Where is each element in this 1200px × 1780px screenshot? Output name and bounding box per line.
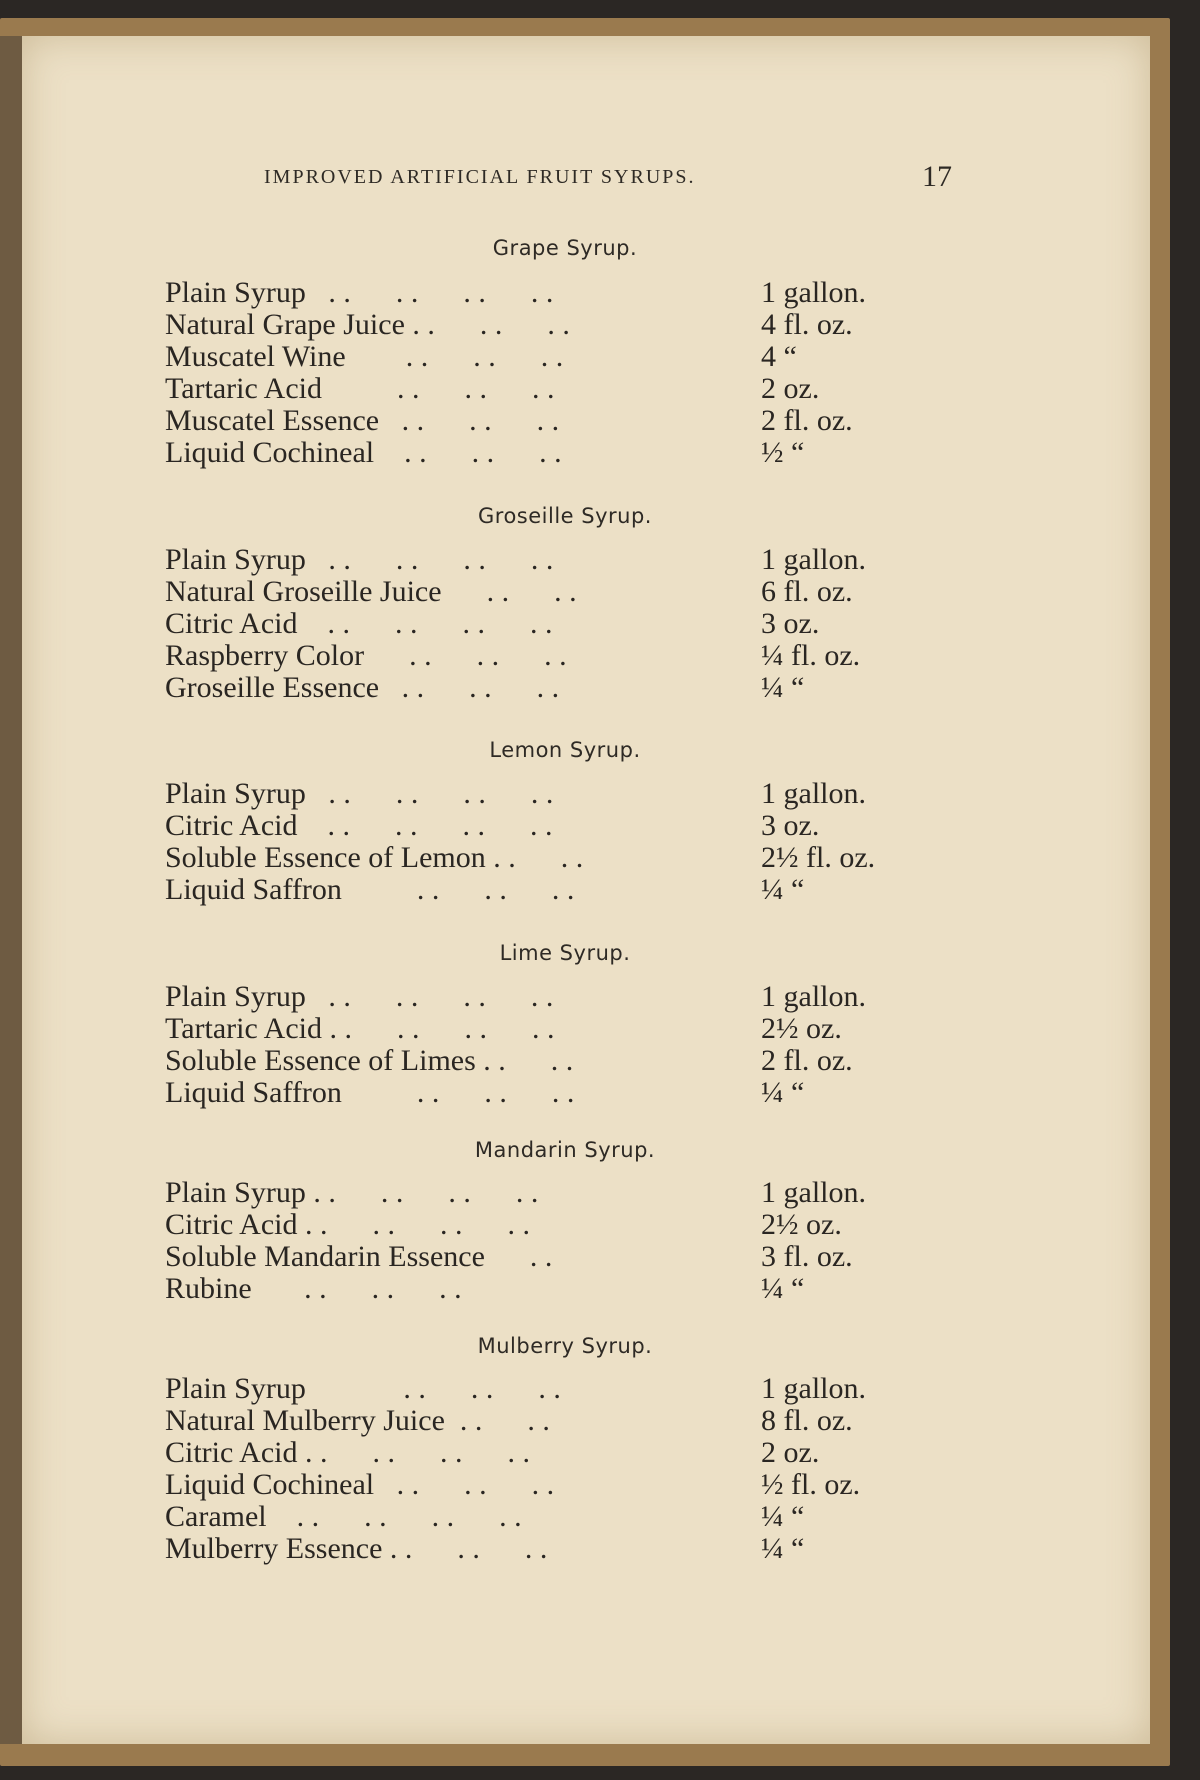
book-gutter bbox=[0, 36, 22, 1744]
quantity: ¼ “ bbox=[761, 1272, 805, 1305]
quantity: 6 fl. oz. bbox=[761, 575, 853, 608]
quantity: 2 fl. oz. bbox=[761, 1044, 853, 1077]
quantity: ¼ “ bbox=[761, 873, 805, 906]
quantity: 2 oz. bbox=[761, 372, 820, 405]
ingredient: Muscatel Wine . . . . . . bbox=[165, 340, 564, 373]
page-number: 17 bbox=[922, 160, 952, 193]
ingredient: Citric Acid . . . . . . . . bbox=[165, 1208, 530, 1241]
quantity: ¼ “ bbox=[761, 1532, 805, 1565]
quantity: ½ “ bbox=[761, 436, 805, 469]
ingredient: Tartaric Acid . . . . . . . . bbox=[165, 1012, 555, 1045]
ingredient: Caramel . . . . . . . . bbox=[165, 1500, 522, 1533]
ingredient: Liquid Cochineal . . . . . . bbox=[165, 436, 562, 469]
ingredient: Raspberry Color . . . . . . bbox=[165, 639, 567, 672]
quantity: ½ fl. oz. bbox=[761, 1468, 861, 1501]
quantity: ¼ fl. oz. bbox=[761, 639, 861, 672]
ingredient: Natural Groseille Juice . . . . bbox=[165, 575, 577, 608]
quantity: ¼ “ bbox=[761, 671, 805, 704]
recipe-title-mandarin: Mandarin Syrup. bbox=[474, 1138, 656, 1162]
ingredient: Liquid Saffron . . . . . . bbox=[165, 873, 575, 906]
quantity: 2½ fl. oz. bbox=[761, 841, 876, 874]
ingredient: Tartaric Acid . . . . . . bbox=[165, 372, 555, 405]
ingredient: Plain Syrup . . . . . . . . bbox=[165, 980, 554, 1013]
ingredient: Rubine . . . . . . bbox=[165, 1272, 462, 1305]
ingredient: Plain Syrup . . . . . . bbox=[165, 1372, 561, 1405]
quantity: 2 fl. oz. bbox=[761, 404, 853, 437]
quantity: ¼ “ bbox=[761, 1500, 805, 1533]
recipe-title-mulberry: Mulberry Syrup. bbox=[477, 1334, 653, 1358]
quantity: 2 oz. bbox=[761, 1436, 820, 1469]
ingredient: Citric Acid . . . . . . . . bbox=[165, 607, 553, 640]
ingredient: Liquid Saffron . . . . . . bbox=[165, 1076, 575, 1109]
ingredient: Soluble Mandarin Essence . . bbox=[165, 1240, 553, 1273]
ingredient: Plain Syrup . . . . . . . . bbox=[165, 276, 554, 309]
running-header: IMPROVED ARTIFICIAL FRUIT SYRUPS. bbox=[264, 166, 696, 188]
ingredient: Citric Acid . . . . . . . . bbox=[165, 809, 553, 842]
quantity: 4 fl. oz. bbox=[761, 308, 853, 341]
recipe-title-groseille: Groseille Syrup. bbox=[478, 504, 652, 528]
recipe-title-grape: Grape Syrup. bbox=[492, 236, 638, 260]
quantity: 1 gallon. bbox=[761, 777, 866, 810]
quantity: 2½ oz. bbox=[761, 1208, 842, 1241]
quantity: 4 “ bbox=[761, 340, 797, 373]
ingredient: Plain Syrup . . . . . . . . bbox=[165, 777, 554, 810]
quantity: 3 oz. bbox=[761, 809, 820, 842]
quantity: 1 gallon. bbox=[761, 276, 866, 309]
ingredient: Plain Syrup . . . . . . . . bbox=[165, 543, 554, 576]
quantity: 2½ oz. bbox=[761, 1012, 842, 1045]
ingredient: Natural Mulberry Juice . . . . bbox=[165, 1404, 550, 1437]
quantity: 3 fl. oz. bbox=[761, 1240, 853, 1273]
quantity: 1 gallon. bbox=[761, 1176, 866, 1209]
recipe-title-lime: Lime Syrup. bbox=[499, 941, 631, 965]
quantity: 8 fl. oz. bbox=[761, 1404, 853, 1437]
ingredient: Liquid Cochineal . . . . . . bbox=[165, 1468, 555, 1501]
ingredient: Citric Acid . . . . . . . . bbox=[165, 1436, 530, 1469]
ingredient: Soluble Essence of Lemon . . . . bbox=[165, 841, 584, 874]
quantity: ¼ “ bbox=[761, 1076, 805, 1109]
ingredient: Mulberry Essence . . . . . . bbox=[165, 1532, 548, 1565]
quantity: 3 oz. bbox=[761, 607, 820, 640]
quantity: 1 gallon. bbox=[761, 1372, 866, 1405]
ingredient: Natural Grape Juice . . . . . . bbox=[165, 308, 570, 341]
ingredient: Groseille Essence . . . . . . bbox=[165, 671, 560, 704]
ingredient: Plain Syrup . . . . . . . . bbox=[165, 1176, 539, 1209]
ingredient: Muscatel Essence . . . . . . bbox=[165, 404, 560, 437]
recipe-title-lemon: Lemon Syrup. bbox=[489, 738, 641, 762]
ingredient: Soluble Essence of Limes . . . . bbox=[165, 1044, 574, 1077]
quantity: 1 gallon. bbox=[761, 543, 866, 576]
quantity: 1 gallon. bbox=[761, 980, 866, 1013]
